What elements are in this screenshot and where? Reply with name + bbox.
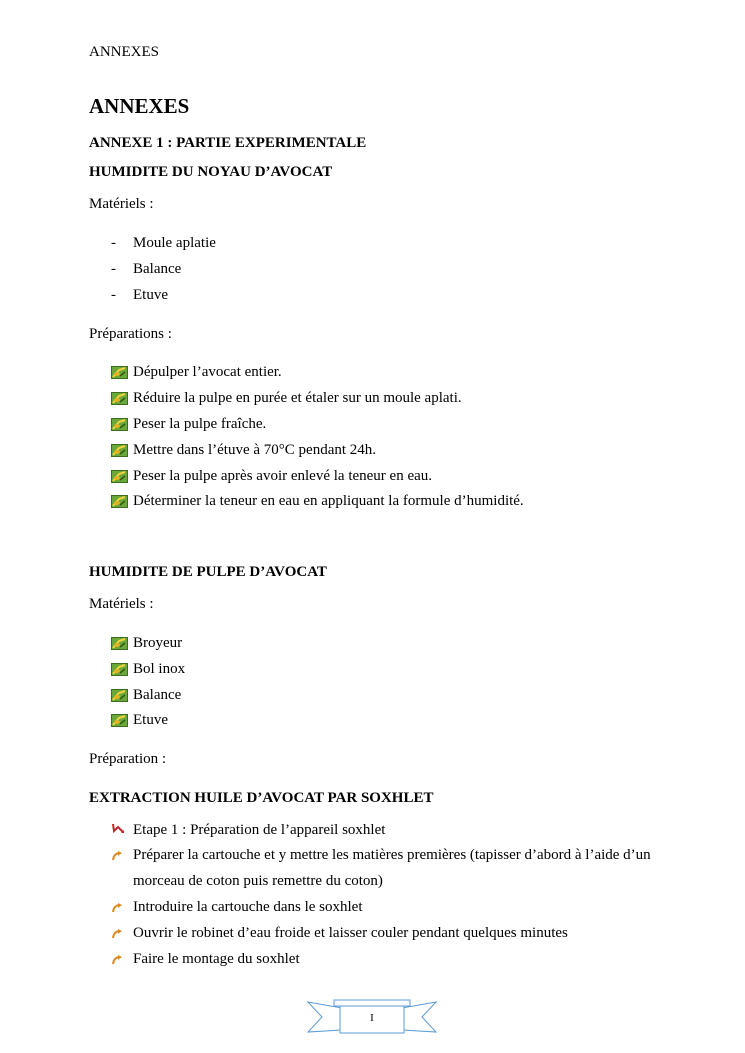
list-item: Peser la pulpe après avoir enlevé la teneur en eau. <box>133 468 433 484</box>
step-title: Etape 1 : Préparation de l’appareil soxhlet <box>133 822 386 838</box>
list-item: Faire le montage du soxhlet <box>133 951 300 967</box>
list-item: Ouvrir le robinet d’eau froide et laisser couler pendant quelques minutes <box>133 925 568 941</box>
green-leaf-icon <box>111 444 128 457</box>
section2-materials-label: Matériels : <box>89 596 154 612</box>
list-item: Moule aplatie <box>133 235 216 251</box>
list-item: Balance <box>133 261 182 277</box>
section2-heading: HUMIDITE DE PULPE D’AVOCAT <box>89 564 327 580</box>
list-item: Déterminer la teneur en eau en appliquant la formule d’humidité. <box>133 493 524 509</box>
list-item: Introduire la cartouche dans le soxhlet <box>133 899 363 915</box>
section2-preparation-label: Préparation : <box>89 751 167 767</box>
list-item: Broyeur <box>133 635 183 651</box>
section1-preparations-label: Préparations : <box>89 326 172 342</box>
green-leaf-icon <box>111 392 128 405</box>
green-leaf-icon <box>111 714 128 727</box>
page-footer <box>306 998 438 1038</box>
green-leaf-icon <box>111 637 128 650</box>
dash-bullet: - <box>111 261 116 277</box>
green-leaf-icon <box>111 366 128 379</box>
list-item: Mettre dans l’étuve à 70°C pendant 24h. <box>133 442 377 458</box>
list-item: Préparer la cartouche et y mettre les matières premières (tapisser d’abord à l’aide d’un morceau de coton puis remettre du coton) <box>133 847 651 889</box>
green-leaf-icon <box>111 418 128 431</box>
page-title: ANNEXES <box>89 94 190 118</box>
orange-arrow-icon <box>111 850 123 862</box>
list-item: Balance <box>133 687 182 703</box>
section1-heading: HUMIDITE DU NOYAU D’AVOCAT <box>89 164 333 180</box>
green-leaf-icon <box>111 689 128 702</box>
green-leaf-icon <box>111 663 128 676</box>
list-item: Etuve <box>133 287 168 303</box>
dash-bullet: - <box>111 287 116 303</box>
list-item: Réduire la pulpe en purée et étaler sur un moule aplati. <box>133 390 462 406</box>
red-arrow-icon <box>111 822 125 834</box>
green-leaf-icon <box>111 470 128 483</box>
orange-arrow-icon <box>111 902 123 914</box>
list-item: Dépulper l’avocat entier. <box>133 364 282 380</box>
list-item: Bol inox <box>133 661 186 677</box>
orange-arrow-icon <box>111 954 123 966</box>
page-number: I <box>370 1012 374 1024</box>
green-leaf-icon <box>111 495 128 508</box>
running-header: ANNEXES <box>89 44 159 60</box>
list-item: Etuve <box>133 712 168 728</box>
section3-heading: EXTRACTION HUILE D’AVOCAT PAR SOXHLET <box>89 790 434 806</box>
list-item: Peser la pulpe fraîche. <box>133 416 267 432</box>
dash-bullet: - <box>111 235 116 251</box>
orange-arrow-icon <box>111 928 123 940</box>
annex-heading: ANNEXE 1 : PARTIE EXPERIMENTALE <box>89 135 367 151</box>
section1-materials-label: Matériels : <box>89 196 154 212</box>
